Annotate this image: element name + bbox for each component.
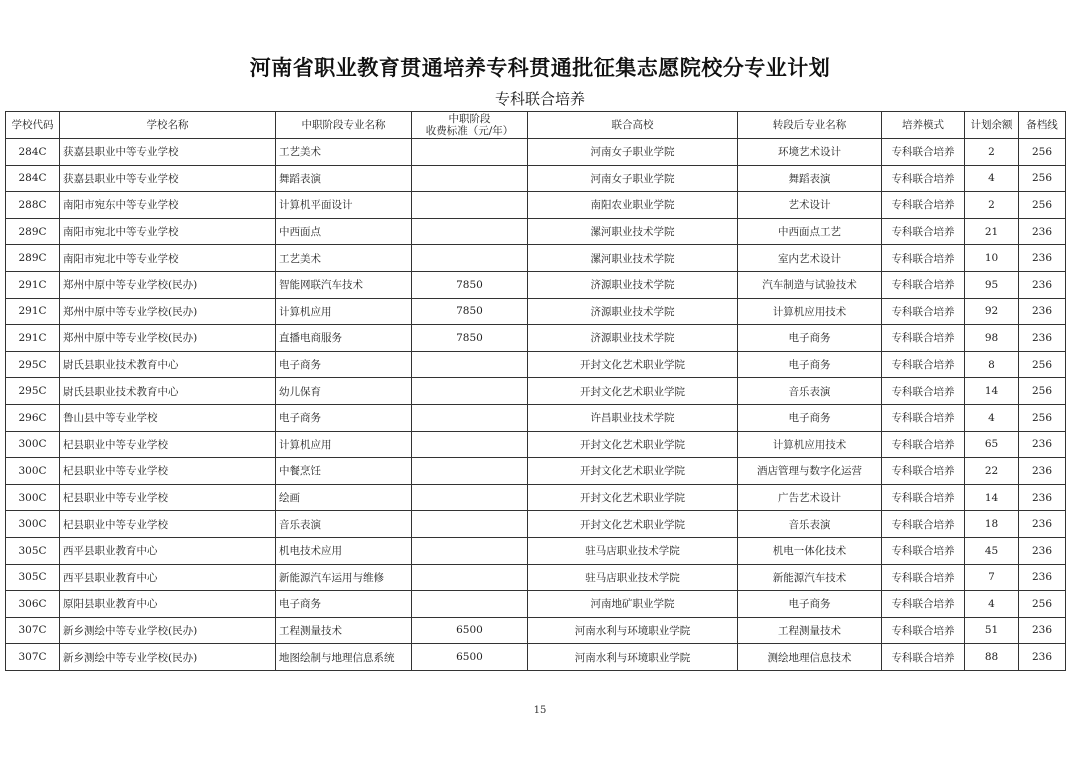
tuition-cell — [412, 404, 528, 431]
transfer-major-cell: 中西面点工艺 — [738, 218, 882, 245]
secondary-major-cell: 工艺美术 — [276, 139, 412, 166]
school-name-cell: 新乡测绘中等专业学校(民办) — [60, 617, 276, 644]
col-partner-college-header: 联合高校 — [528, 112, 738, 139]
cutoff-line-cell: 256 — [1019, 165, 1066, 192]
school-code-cell: 288C — [6, 192, 60, 219]
training-mode-cell: 专科联合培养 — [882, 298, 965, 325]
tuition-cell — [412, 378, 528, 405]
partner-college-cell: 开封文化艺术职业学院 — [528, 378, 738, 405]
tuition-cell: 7850 — [412, 271, 528, 298]
school-code-cell: 291C — [6, 298, 60, 325]
training-mode-cell: 专科联合培养 — [882, 192, 965, 219]
transfer-major-cell: 环境艺术设计 — [738, 139, 882, 166]
table-row — [6, 139, 1066, 166]
tuition-cell: 6500 — [412, 617, 528, 644]
transfer-major-cell: 工程测量技术 — [738, 617, 882, 644]
training-mode-cell: 专科联合培养 — [882, 378, 965, 405]
secondary-major-cell: 智能网联汽车技术 — [276, 271, 412, 298]
tuition-cell — [412, 192, 528, 219]
training-mode-cell: 专科联合培养 — [882, 617, 965, 644]
school-name-cell: 原阳县职业教育中心 — [60, 591, 276, 618]
secondary-major-cell: 电子商务 — [276, 404, 412, 431]
document-title: 河南省职业教育贯通培养专科贯通批征集志愿院校分专业计划 — [249, 56, 831, 80]
partner-college-cell: 驻马店职业技术学院 — [528, 537, 738, 564]
plan-remaining-cell: 22 — [965, 458, 1019, 485]
col-school-code-header: 学校代码 — [6, 112, 60, 139]
training-mode-cell: 专科联合培养 — [882, 139, 965, 166]
plan-remaining-cell: 4 — [965, 165, 1019, 192]
training-mode-cell: 专科联合培养 — [882, 351, 965, 378]
secondary-major-cell: 舞蹈表演 — [276, 165, 412, 192]
school-name-cell: 获嘉县职业中等专业学校 — [60, 139, 276, 166]
secondary-major-cell: 电子商务 — [276, 591, 412, 618]
training-mode-cell: 专科联合培养 — [882, 484, 965, 511]
school-name-cell: 杞县职业中等专业学校 — [60, 484, 276, 511]
secondary-major-cell: 直播电商服务 — [276, 325, 412, 352]
transfer-major-cell: 音乐表演 — [738, 511, 882, 538]
transfer-major-cell: 电子商务 — [738, 591, 882, 618]
plan-remaining-cell: 10 — [965, 245, 1019, 272]
col-plan-remaining-header: 计划余额 — [965, 112, 1019, 139]
cutoff-line-cell: 236 — [1019, 484, 1066, 511]
cutoff-line-cell: 236 — [1019, 564, 1066, 591]
plan-remaining-cell: 7 — [965, 564, 1019, 591]
plan-remaining-cell: 51 — [965, 617, 1019, 644]
school-name-cell: 郑州中原中等专业学校(民办) — [60, 271, 276, 298]
school-name-cell: 尉氏县职业技术教育中心 — [60, 378, 276, 405]
plan-remaining-cell: 88 — [965, 644, 1019, 671]
cutoff-line-cell: 256 — [1019, 591, 1066, 618]
cutoff-line-cell: 236 — [1019, 298, 1066, 325]
tuition-cell — [412, 458, 528, 485]
transfer-major-cell: 汽车制造与试验技术 — [738, 271, 882, 298]
school-code-cell: 300C — [6, 431, 60, 458]
school-name-cell: 西平县职业教育中心 — [60, 564, 276, 591]
plan-remaining-cell: 45 — [965, 537, 1019, 564]
secondary-major-cell: 电子商务 — [276, 351, 412, 378]
transfer-major-cell: 艺术设计 — [738, 192, 882, 219]
training-mode-cell: 专科联合培养 — [882, 165, 965, 192]
plan-remaining-cell: 8 — [965, 351, 1019, 378]
table-row — [6, 404, 1066, 431]
plan-remaining-cell: 92 — [965, 298, 1019, 325]
school-code-cell: 296C — [6, 404, 60, 431]
training-mode-cell: 专科联合培养 — [882, 591, 965, 618]
school-code-cell: 307C — [6, 617, 60, 644]
table-row — [6, 537, 1066, 564]
table-row — [6, 351, 1066, 378]
transfer-major-cell: 计算机应用技术 — [738, 431, 882, 458]
table-row — [6, 458, 1066, 485]
transfer-major-cell: 电子商务 — [738, 404, 882, 431]
table-row — [6, 431, 1066, 458]
table-row — [6, 511, 1066, 538]
plan-remaining-cell: 18 — [965, 511, 1019, 538]
school-code-cell: 307C — [6, 644, 60, 671]
partner-college-cell: 河南水利与环境职业学院 — [528, 644, 738, 671]
school-code-cell: 289C — [6, 245, 60, 272]
col-school-name-header: 学校名称 — [60, 112, 276, 139]
plan-remaining-cell: 14 — [965, 484, 1019, 511]
col-tuition-header: 中职阶段 收费标准（元/年） — [412, 112, 528, 139]
table-row — [6, 644, 1066, 671]
tuition-cell: 7850 — [412, 298, 528, 325]
tuition-cell — [412, 245, 528, 272]
secondary-major-cell: 中西面点 — [276, 218, 412, 245]
training-mode-cell: 专科联合培养 — [882, 218, 965, 245]
cutoff-line-cell: 236 — [1019, 644, 1066, 671]
cutoff-line-cell: 236 — [1019, 218, 1066, 245]
cutoff-line-cell: 236 — [1019, 431, 1066, 458]
cutoff-line-cell: 236 — [1019, 325, 1066, 352]
table-row — [6, 591, 1066, 618]
school-name-cell: 获嘉县职业中等专业学校 — [60, 165, 276, 192]
partner-college-cell: 漯河职业技术学院 — [528, 245, 738, 272]
secondary-major-cell: 计算机应用 — [276, 431, 412, 458]
partner-college-cell: 南阳农业职业学院 — [528, 192, 738, 219]
secondary-major-cell: 工艺美术 — [276, 245, 412, 272]
school-name-cell: 西平县职业教育中心 — [60, 537, 276, 564]
cutoff-line-cell: 256 — [1019, 378, 1066, 405]
partner-college-cell: 济源职业技术学院 — [528, 298, 738, 325]
transfer-major-cell: 电子商务 — [738, 325, 882, 352]
tuition-cell — [412, 591, 528, 618]
table-row — [6, 378, 1066, 405]
school-code-cell: 306C — [6, 591, 60, 618]
tuition-cell — [412, 218, 528, 245]
transfer-major-cell: 酒店管理与数字化运营 — [738, 458, 882, 485]
cutoff-line-cell: 236 — [1019, 617, 1066, 644]
school-code-cell: 305C — [6, 537, 60, 564]
plan-remaining-cell: 4 — [965, 591, 1019, 618]
partner-college-cell: 开封文化艺术职业学院 — [528, 511, 738, 538]
secondary-major-cell: 计算机应用 — [276, 298, 412, 325]
cutoff-line-cell: 236 — [1019, 537, 1066, 564]
secondary-major-cell: 音乐表演 — [276, 511, 412, 538]
school-name-cell: 新乡测绘中等专业学校(民办) — [60, 644, 276, 671]
school-name-cell: 鲁山县中等专业学校 — [60, 404, 276, 431]
partner-college-cell: 河南女子职业学院 — [528, 139, 738, 166]
school-code-cell: 284C — [6, 165, 60, 192]
cutoff-line-cell: 236 — [1019, 245, 1066, 272]
col-cutoff-line-header: 备档线 — [1019, 112, 1066, 139]
cutoff-line-cell: 256 — [1019, 192, 1066, 219]
training-mode-cell: 专科联合培养 — [882, 404, 965, 431]
secondary-major-cell: 绘画 — [276, 484, 412, 511]
training-mode-cell: 专科联合培养 — [882, 325, 965, 352]
cutoff-line-cell: 236 — [1019, 458, 1066, 485]
training-mode-cell: 专科联合培养 — [882, 644, 965, 671]
cutoff-line-cell: 236 — [1019, 271, 1066, 298]
school-code-cell: 300C — [6, 458, 60, 485]
school-name-cell: 尉氏县职业技术教育中心 — [60, 351, 276, 378]
secondary-major-cell: 机电技术应用 — [276, 537, 412, 564]
partner-college-cell: 许昌职业技术学院 — [528, 404, 738, 431]
transfer-major-cell: 计算机应用技术 — [738, 298, 882, 325]
partner-college-cell: 开封文化艺术职业学院 — [528, 458, 738, 485]
school-name-cell: 杞县职业中等专业学校 — [60, 431, 276, 458]
partner-college-cell: 漯河职业技术学院 — [528, 218, 738, 245]
tuition-cell — [412, 139, 528, 166]
partner-college-cell: 开封文化艺术职业学院 — [528, 431, 738, 458]
tuition-cell — [412, 484, 528, 511]
school-code-cell: 295C — [6, 351, 60, 378]
training-mode-cell: 专科联合培养 — [882, 511, 965, 538]
cutoff-line-cell: 256 — [1019, 351, 1066, 378]
transfer-major-cell: 音乐表演 — [738, 378, 882, 405]
training-mode-cell: 专科联合培养 — [882, 271, 965, 298]
tuition-cell — [412, 511, 528, 538]
cutoff-line-cell: 256 — [1019, 404, 1066, 431]
tuition-cell — [412, 351, 528, 378]
training-mode-cell: 专科联合培养 — [882, 537, 965, 564]
plan-remaining-cell: 95 — [965, 271, 1019, 298]
table-row — [6, 271, 1066, 298]
secondary-major-cell: 中餐烹饪 — [276, 458, 412, 485]
cutoff-line-cell: 236 — [1019, 511, 1066, 538]
school-name-cell: 杞县职业中等专业学校 — [60, 458, 276, 485]
school-code-cell: 305C — [6, 564, 60, 591]
table-row — [6, 192, 1066, 219]
transfer-major-cell: 测绘地理信息技术 — [738, 644, 882, 671]
school-code-cell: 289C — [6, 218, 60, 245]
training-mode-cell: 专科联合培养 — [882, 564, 965, 591]
transfer-major-cell: 电子商务 — [738, 351, 882, 378]
secondary-major-cell: 计算机平面设计 — [276, 192, 412, 219]
plan-remaining-cell: 98 — [965, 325, 1019, 352]
document-subtitle: 专科联合培养 — [494, 90, 585, 108]
table-row — [6, 617, 1066, 644]
partner-college-cell: 驻马店职业技术学院 — [528, 564, 738, 591]
table-row — [6, 218, 1066, 245]
school-name-cell: 南阳市宛北中等专业学校 — [60, 245, 276, 272]
table-row — [6, 484, 1066, 511]
tuition-cell: 6500 — [412, 644, 528, 671]
partner-college-cell: 开封文化艺术职业学院 — [528, 351, 738, 378]
col-transfer-major-header: 转段后专业名称 — [738, 112, 882, 139]
school-code-cell: 300C — [6, 484, 60, 511]
secondary-major-cell: 新能源汽车运用与维修 — [276, 564, 412, 591]
school-name-cell: 杞县职业中等专业学校 — [60, 511, 276, 538]
partner-college-cell: 河南地矿职业学院 — [528, 591, 738, 618]
partner-college-cell: 河南女子职业学院 — [528, 165, 738, 192]
training-mode-cell: 专科联合培养 — [882, 431, 965, 458]
school-code-cell: 291C — [6, 271, 60, 298]
school-code-cell: 284C — [6, 139, 60, 166]
plan-remaining-cell: 2 — [965, 139, 1019, 166]
plan-table — [5, 111, 1066, 671]
training-mode-cell: 专科联合培养 — [882, 245, 965, 272]
table-row — [6, 564, 1066, 591]
plan-remaining-cell: 14 — [965, 378, 1019, 405]
partner-college-cell: 济源职业技术学院 — [528, 271, 738, 298]
school-code-cell: 295C — [6, 378, 60, 405]
plan-remaining-cell: 21 — [965, 218, 1019, 245]
col-training-mode-header: 培养模式 — [882, 112, 965, 139]
tuition-cell — [412, 431, 528, 458]
school-code-cell: 291C — [6, 325, 60, 352]
table-body — [6, 139, 1066, 671]
table-row — [6, 245, 1066, 272]
school-name-cell: 南阳市宛北中等专业学校 — [60, 218, 276, 245]
secondary-major-cell: 工程测量技术 — [276, 617, 412, 644]
table-header-row — [6, 112, 1066, 139]
plan-remaining-cell: 4 — [965, 404, 1019, 431]
training-mode-cell: 专科联合培养 — [882, 458, 965, 485]
partner-college-cell: 济源职业技术学院 — [528, 325, 738, 352]
partner-college-cell: 开封文化艺术职业学院 — [528, 484, 738, 511]
plan-remaining-cell: 2 — [965, 192, 1019, 219]
school-name-cell: 南阳市宛东中等专业学校 — [60, 192, 276, 219]
tuition-cell — [412, 537, 528, 564]
secondary-major-cell: 幼儿保育 — [276, 378, 412, 405]
table-row — [6, 298, 1066, 325]
transfer-major-cell: 机电一体化技术 — [738, 537, 882, 564]
school-name-cell: 郑州中原中等专业学校(民办) — [60, 325, 276, 352]
table-row — [6, 325, 1066, 352]
transfer-major-cell: 新能源汽车技术 — [738, 564, 882, 591]
tuition-cell: 7850 — [412, 325, 528, 352]
partner-college-cell: 河南水利与环境职业学院 — [528, 617, 738, 644]
transfer-major-cell: 室内艺术设计 — [738, 245, 882, 272]
table-row — [6, 165, 1066, 192]
transfer-major-cell: 广告艺术设计 — [738, 484, 882, 511]
transfer-major-cell: 舞蹈表演 — [738, 165, 882, 192]
tuition-cell — [412, 165, 528, 192]
tuition-cell — [412, 564, 528, 591]
plan-remaining-cell: 65 — [965, 431, 1019, 458]
school-code-cell: 300C — [6, 511, 60, 538]
col-secondary-major-header: 中职阶段专业名称 — [276, 112, 412, 139]
page-number: 15 — [533, 705, 547, 716]
school-name-cell: 郑州中原中等专业学校(民办) — [60, 298, 276, 325]
cutoff-line-cell: 256 — [1019, 139, 1066, 166]
secondary-major-cell: 地图绘制与地理信息系统 — [276, 644, 412, 671]
